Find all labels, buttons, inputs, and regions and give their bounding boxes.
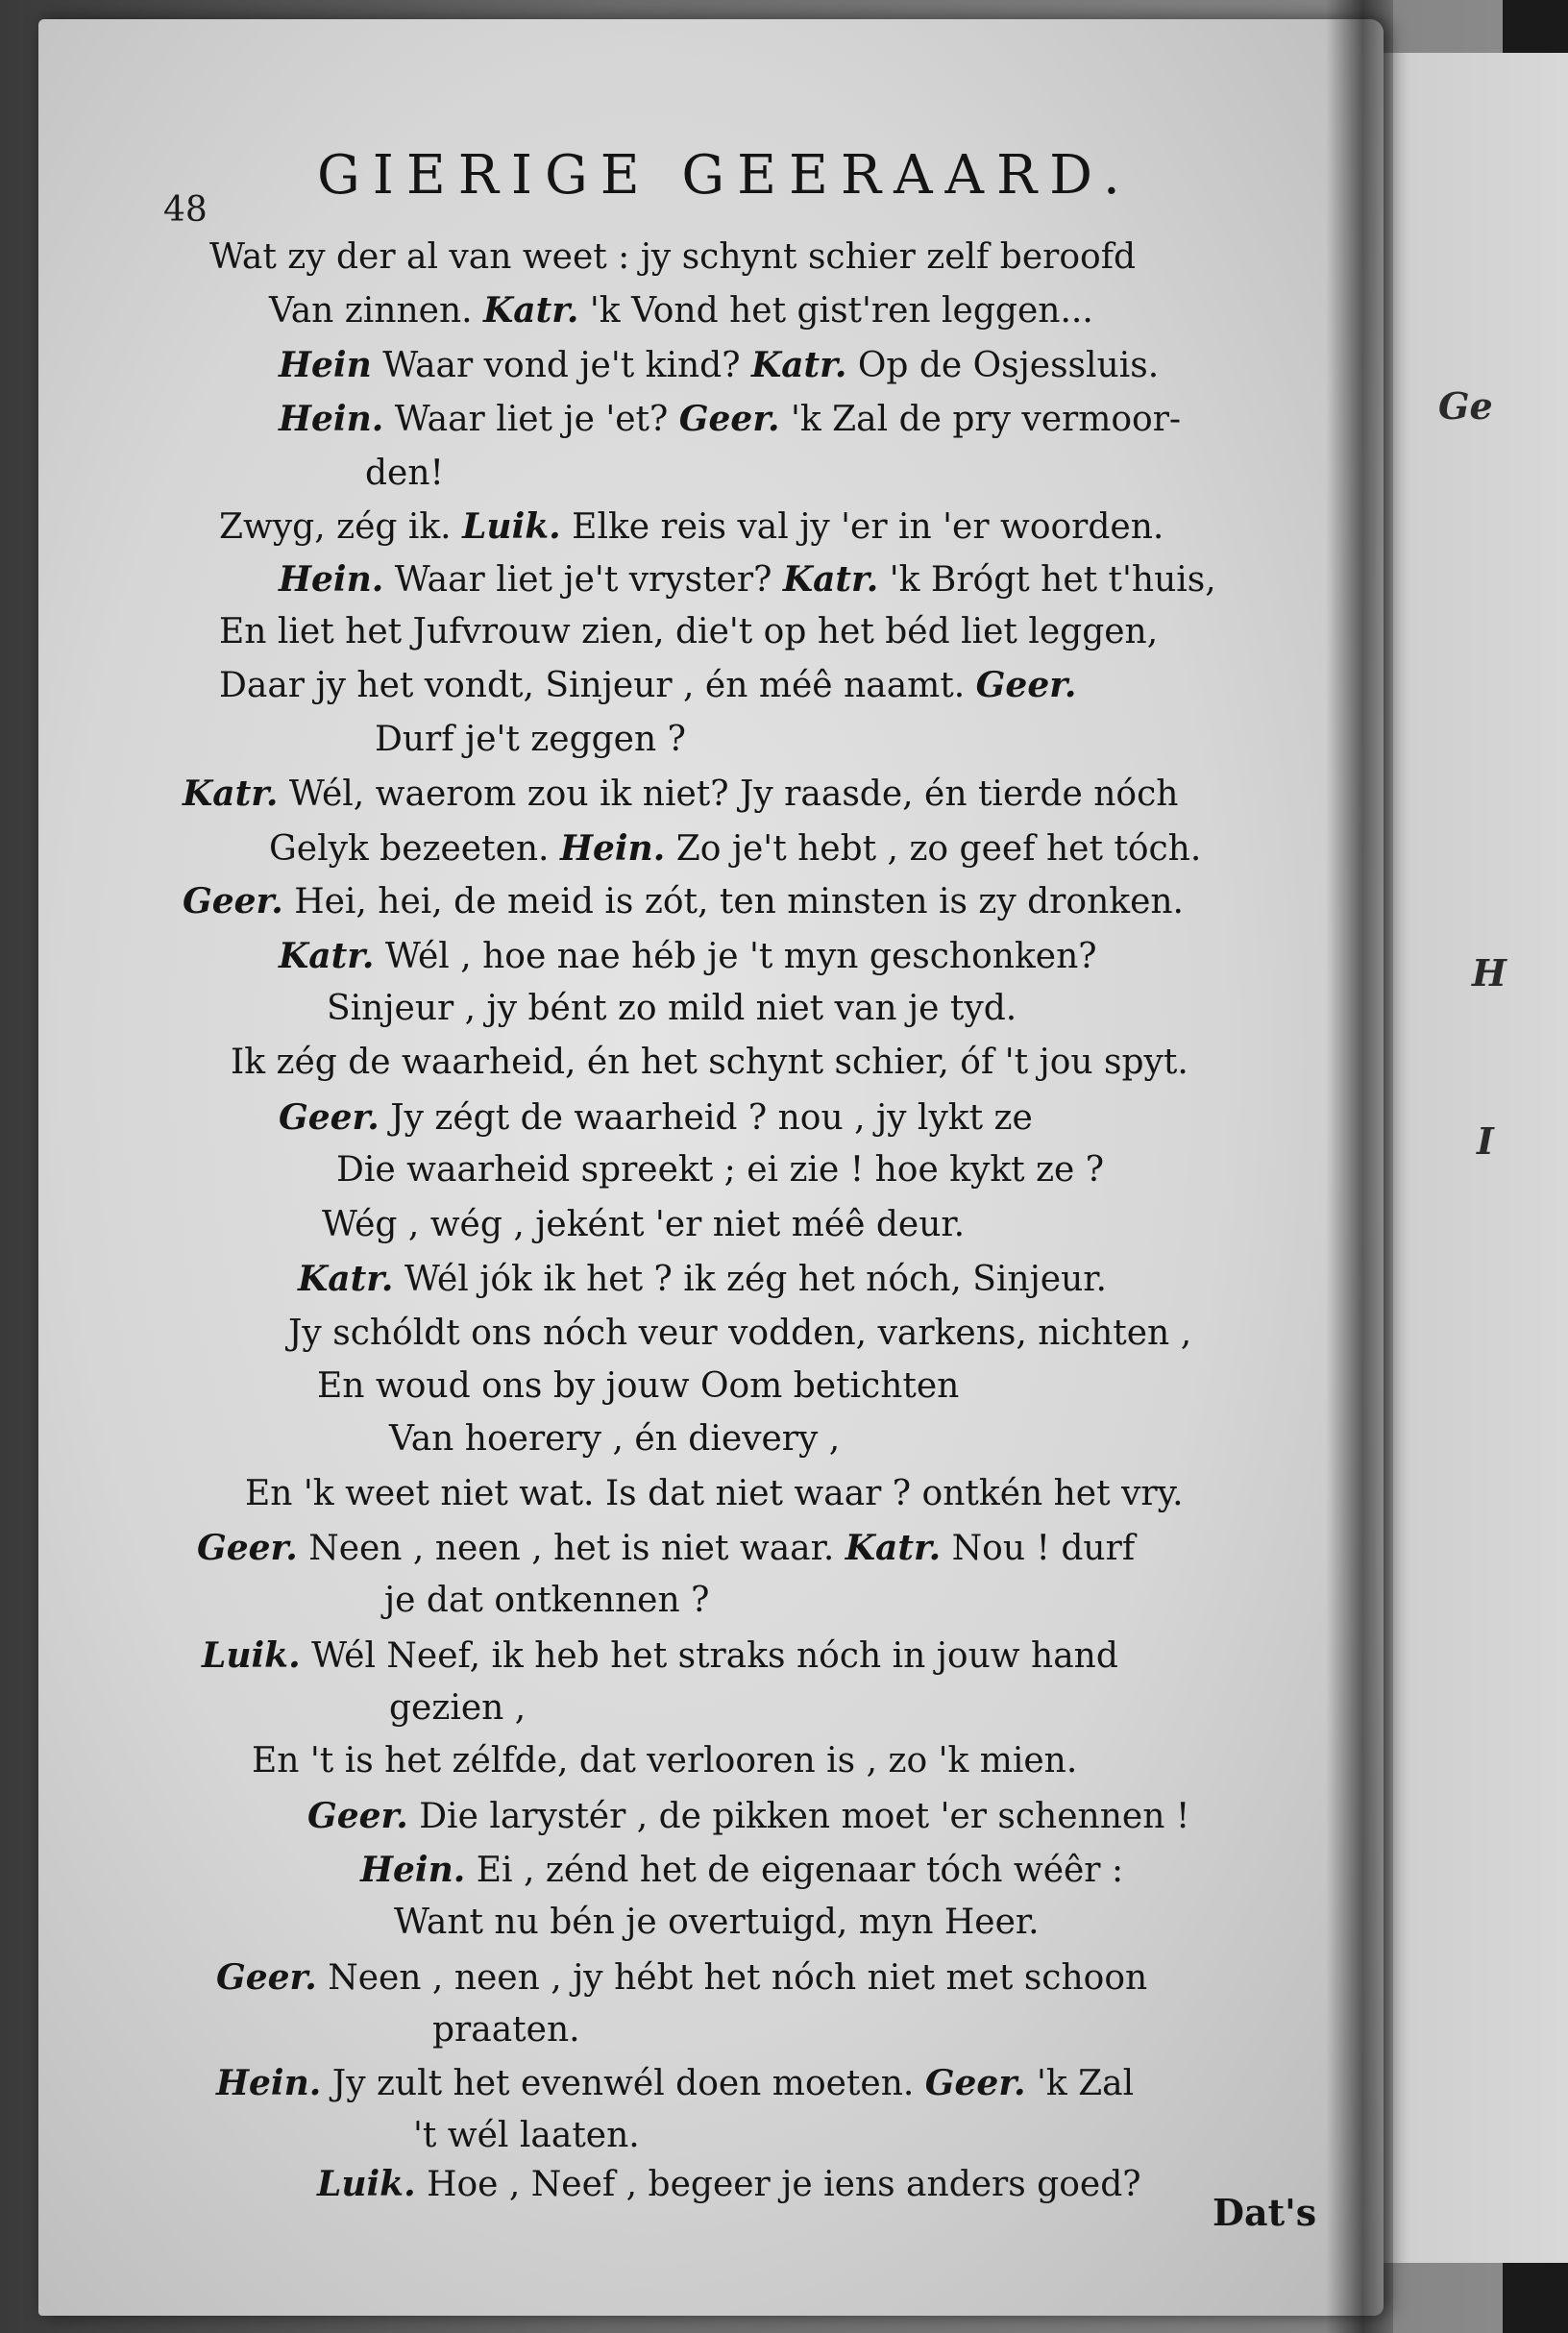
speaker-name: Katr. bbox=[750, 345, 847, 385]
line-text: Die larystér , de pikken moet 'er schennen ! bbox=[407, 1797, 1190, 1836]
line-text: 'k Vond het gist'ren leggen... bbox=[578, 291, 1093, 331]
speaker-name: Geer. bbox=[307, 1796, 408, 1836]
text-line bbox=[389, 1688, 527, 1728]
line-text: En 't is het zélfde, dat verlooren is , zo 'k mien. bbox=[252, 1741, 1078, 1780]
text-line bbox=[322, 1205, 966, 1244]
line-text: Op de Osjessluis. bbox=[846, 346, 1160, 385]
right-page-fragment: I bbox=[1477, 1119, 1494, 1163]
running-title: GIERIGE GEERAARD. bbox=[317, 144, 1133, 207]
line-text: Zo je't hebt , zo geef het tóch. bbox=[665, 829, 1202, 869]
text-line bbox=[279, 399, 1182, 439]
text-line bbox=[394, 1905, 1040, 1940]
line-text: Daar jy het vondt, Sinjeur , én méê naamt. bbox=[219, 666, 976, 705]
line-text: je dat ontkennen ? bbox=[384, 1581, 710, 1620]
page-number: 48 bbox=[163, 190, 208, 230]
line-text: Wég , wég , jeként 'er niet méê deur. bbox=[322, 1205, 966, 1244]
line-text: Wat zy der al van weet : jy schynt schier zelf beroofd bbox=[209, 237, 1137, 277]
speaker-name: Hein. bbox=[360, 1850, 466, 1890]
line-text: Jy zult het evenwél doen moeten. bbox=[321, 2064, 925, 2103]
text-line bbox=[288, 1316, 1191, 1351]
speaker-name: Katr. bbox=[183, 774, 279, 814]
line-text: En woud ons by jouw Oom betichten bbox=[317, 1366, 960, 1406]
text-line bbox=[317, 1366, 960, 1406]
text-line bbox=[252, 1741, 1078, 1780]
speaker-name: Geer. bbox=[678, 399, 780, 439]
text-line bbox=[384, 1581, 710, 1620]
text-line bbox=[202, 1635, 1118, 1676]
speaker-name: Katr. bbox=[483, 290, 579, 331]
text-line bbox=[317, 2164, 1141, 2204]
text-line bbox=[219, 665, 1077, 705]
text-line bbox=[298, 1259, 1107, 1299]
line-text: Ik zég de waarheid, én het schynt schier, óf 't jou spyt. bbox=[231, 1043, 1188, 1082]
line-text: En liet het Jufvrouw zien, die't op het béd liet leggen, bbox=[219, 612, 1159, 651]
text-line bbox=[219, 506, 1164, 547]
speaker-name: Katr. bbox=[782, 559, 879, 600]
text-line bbox=[231, 1045, 1188, 1080]
line-text: Wél , hoe nae héb je 't myn geschonken? bbox=[374, 937, 1097, 976]
line-text: Van hoerery , én dievery , bbox=[389, 1419, 841, 1459]
speaker-name: Luik. bbox=[317, 2164, 416, 2204]
right-page-fragment: Ge bbox=[1438, 384, 1493, 428]
speaker-name: Geer. bbox=[975, 665, 1077, 705]
line-text: Gelyk bezeeten. bbox=[269, 829, 560, 869]
line-text: Van zinnen. bbox=[269, 291, 484, 331]
text-line bbox=[197, 1528, 1136, 1568]
text-line bbox=[219, 612, 1159, 651]
line-text: Jy schóldt ons nóch veur vodden, varkens, nichten , bbox=[288, 1314, 1192, 1353]
speaker-name: Hein bbox=[279, 345, 372, 385]
line-text: Die waarheid spreekt ; ei zie ! hoe kykt ze ? bbox=[336, 1150, 1105, 1190]
line-text: Hei, hei, de meid is zót, ten minsten is zy dronken. bbox=[282, 882, 1184, 921]
catchword: Dat's bbox=[1213, 2191, 1317, 2234]
line-text: En 'k weet niet wat. Is dat niet waar ? ontkén het vry. bbox=[245, 1474, 1184, 1513]
speaker-name: Hein. bbox=[216, 2063, 322, 2103]
line-text: praaten. bbox=[432, 2010, 580, 2050]
line-text: Nou ! durf bbox=[941, 1529, 1136, 1568]
speaker-name: Geer. bbox=[197, 1528, 298, 1568]
line-text: Ei , zénd het de eigenaar tóch wéêr : bbox=[465, 1851, 1124, 1890]
speaker-name: Geer. bbox=[924, 2063, 1026, 2103]
text-line bbox=[183, 881, 1184, 921]
text-line bbox=[307, 1796, 1190, 1836]
text-line bbox=[245, 1474, 1184, 1513]
line-text: Neen , neen , jy hébt het nóch niet met schoon bbox=[316, 1958, 1148, 1998]
line-text: Elke reis val jy 'er in 'er woorden. bbox=[560, 507, 1164, 547]
speaker-name: Hein. bbox=[559, 828, 666, 869]
speaker-name: Hein. bbox=[279, 559, 384, 600]
speaker-name: Katr. bbox=[845, 1528, 942, 1568]
text-line bbox=[279, 936, 1097, 976]
line-text: Wél Neef, ik heb het straks nóch in jouw hand bbox=[300, 1636, 1118, 1676]
line-text: 'k Zal de pry vermoor- bbox=[779, 400, 1182, 439]
speaker-name: Hein. bbox=[279, 399, 384, 439]
line-text: Zwyg, zég ik. bbox=[219, 507, 463, 547]
text-line bbox=[279, 345, 1160, 385]
text-line bbox=[336, 1150, 1105, 1190]
text-line bbox=[183, 776, 1178, 812]
speaker-name: Geer. bbox=[279, 1097, 380, 1138]
line-text: Sinjeur , jy bént zo mild niet van je tyd. bbox=[327, 989, 1017, 1028]
line-text: Waar vond je't kind? bbox=[371, 346, 751, 385]
right-page-fragment: H bbox=[1472, 951, 1507, 995]
text-line bbox=[432, 2010, 580, 2050]
speaker-name: Katr. bbox=[298, 1259, 394, 1299]
text-line bbox=[327, 989, 1017, 1028]
line-text: 'k Zal bbox=[1025, 2064, 1135, 2103]
text-line bbox=[269, 828, 1202, 869]
speaker-name: Geer. bbox=[216, 1957, 317, 1998]
text-line bbox=[365, 456, 444, 491]
line-text: Durf je't zeggen ? bbox=[375, 720, 686, 759]
speaker-name: Luik. bbox=[462, 506, 561, 547]
line-text: Jy zégt de waarheid ? nou , jy lykt ze bbox=[379, 1098, 1033, 1138]
line-text: Wél, waerom zou ik niet? Jy raasde, én tierde nóch bbox=[278, 774, 1179, 814]
line-text: 'k Brógt het t'huis, bbox=[878, 560, 1216, 600]
line-text: Hoe , Neef , begeer je iens anders goed? bbox=[415, 2165, 1141, 2204]
text-line bbox=[269, 290, 1093, 331]
line-text: Waar liet je 'et? bbox=[383, 400, 679, 439]
speaker-name: Katr. bbox=[279, 936, 375, 976]
text-line bbox=[216, 2063, 1135, 2103]
line-text: Waar liet je't vryster? bbox=[383, 560, 783, 600]
line-text: Want nu bén je overtuigd, myn Heer. bbox=[394, 1903, 1040, 1942]
text-line bbox=[279, 1097, 1033, 1138]
text-line bbox=[389, 1419, 841, 1459]
text-line bbox=[279, 559, 1216, 600]
text-line bbox=[413, 2116, 640, 2155]
text-line bbox=[216, 1957, 1148, 1998]
line-text: den! bbox=[365, 454, 445, 493]
speaker-name: Luik. bbox=[202, 1635, 301, 1676]
line-text: 't wél laaten. bbox=[413, 2116, 640, 2155]
line-text: gezien , bbox=[389, 1688, 527, 1728]
text-line bbox=[375, 720, 686, 759]
line-text: Wél jók ik het ? ik zég het nóch, Sinjeur. bbox=[393, 1260, 1107, 1299]
text-line bbox=[209, 237, 1137, 277]
speaker-name: Geer. bbox=[183, 881, 283, 921]
text-line bbox=[360, 1850, 1124, 1890]
line-text: Neen , neen , het is niet waar. bbox=[297, 1529, 845, 1568]
